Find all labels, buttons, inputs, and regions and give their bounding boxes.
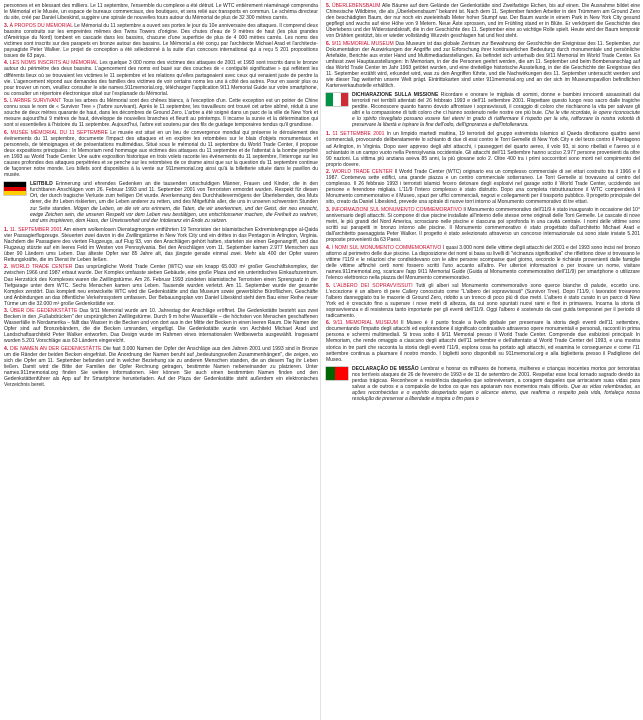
italian-mission-text: Ricordare e onorare le migliaia di uomini, donne e bambini innocenti assassinati dai terroristi nei terribili attentati del 26 febbraio 1993 e dell'11 settembre 2001. Rispettare questo luogo reso sacro dalle tragiche perdite. Riconoscere quanto hanno dovuto affrontare i sopravvissuti, il coraggio di coloro che rischiarono la vita per salvare gli altri e la compassione di tutti coloro che ci hanno sostenuto nelle nostre ore più buie. — [352, 92, 641, 117]
germany-flag-icon — [4, 182, 26, 195]
it-section-1: 1. 11 SETTEMBRE 2001 In un limpido martedì mattina, 19 terroristi del gruppo estremista islamico al Qaeda dirottarono quattro aerei commerciali, provocando deliberatamente lo schianto di due di essi contro le Torri Gemelle di New York City e del terzo contro il Pentagono ad Arlington, in Virginia. Dopo aver appreso degli altri attacchi, i passeggeri del quarto aereo, il volo 93, si sono ribellati e l'aereo si è schiantato in un campo vuoto nella Pennsylvania occidentale. Gli attacchi dell'11 Settembre hanno ucciso 2.977 persone provenienti da oltre 90 nazioni. La vittima più anziana aveva 85 anni, la più giovane solo 2. Oltre 400 tra i primi soccorritori sono morti nel compimento del proprio dovere. — [326, 131, 640, 168]
de-section-3: 3. ÜBER DIE GEDENKSTÄTTE Das 9/11 Memorial wurde am 10. Jahrestag der Anschläge eröffnet. Die Gedenkstätte besteht aus zwei Becken in den „Fußabdrücken" der ursprünglichen Zwillingstürme. Durch 9 m hohe Wasserfälle – die höchsten von Menschen geschaffenen Wasserfälle in Nordamerika – fällt das Wasser in die Becken und von dort aus in der Mitte der Becken in einen leeren Raum. Die Namen der Opfer sind auf Bronzebändern, die die Becken umranden, eingefügt. Die Gedenkstätte wurde von Architekt Michael Arad und Landschaftsarchitekt Peter Walker entworfen. Das Design wurde im Rahmen eines internationalen Wettbewerbs ausgewählt. Insgesamt wurden 5.201 Vorschläge aus 63 Ländern eingereicht. — [4, 308, 319, 345]
de-section-1: 1. 11. SEPTEMBER 2001 Am einem wolkenlosen Dienstagmorgen entführten 19 Terroristen der islamistischen Extremistengruppe al-Qaida vier Passagierflugzeuge. Steuerten zwei davon in die Zwillingstürme in New York City und ein drittes in das Pentagon in Arlington, Virginia. Nachdem die Passagiere des vierten Flugzeugs, auf Flug 93, von den Anschlägen gehört hatten, starteten sie einen Gegenangriff, und das Flugzeug stürzte auf ein leeres Feld im Westen von Pennsylvania. Bei den Anschlägen vom 11. September kamen 2.977 Menschen aus über 90 Ländern ums Leben. Das älteste Opfer war 85 Jahre alt, das jüngste gerade einmal zwei. Mehr als 400 der Opfer waren Rettungskräfte, die im Dienst ihr Leben ließen. — [4, 226, 318, 263]
german-mission-title: LEITBILD — [30, 181, 53, 188]
column-divider — [320, 0, 321, 720]
fr-section-6: 6. MUSÉE MÉMORIAL DU 11 SEPTEMBRE Le musée est situé en un lieu de convergence mondial qui préserve le déroulement des événements du 11 septembre, documente l'impact des attaques et en explore les retombées sur le blais d'objets monumentaux et personnels, de témoignages et de présentations multimédias. Situé sous le mémorial du 11 septembre du World Trade Center, il propose deux expositions principales : In Memoriam rend hommage aux victimes des attaques du 11 septembre et de l'attentat à la bombe perpétré en 1993 au World Trade Center. Une autre exposition historique en trois volets raconte les événements du 11 septembre, l'interroge sur les causes profondes des attaques perpétrées et se penche sur les retombées de ce drame ainsi que sur la question du 11 septembre continue de façonner notre monde. Les billets sont disponibles à la vente sur 911memorial.org ainsi qu'à la billetterie située dans le pavillon du musée. — [4, 129, 318, 179]
de-section-5: 5. ÜBERLEBENSBAUM Alle Bäume auf dem Gelände der Gedenkstätte sind Zweifarbige Eichen, bis auf einen. Die Ausnahme bildet eine Chinesische Wildbirne, die als „Überlebensbaum" bekannt ist. Nach dem 11. September fanden Arbeiter in den Trümmern am Ground Zero den beschädigten Baum, der nur noch ein zweieinhalb Meter hoher Stumpf war. Der Baum wurde in einem Park in New York City gesund gepflegt und wuchs auf eine Höhe von 9 Metern. Neue Äste sprossen, und im Frühling stand er in Blüte. Er verkörpert die Geschichte des Überlebens und der Widerstandskraft, die in der Geschichte des 11. September eine so wichtige Rolle spielt. Heute wird der Baum temporär von Drähten gestützt, bis er wieder vollständig Wurzeln geschlagen hat und fest steht. — [326, 3, 641, 40]
german-mission-text: Erinnerung und ehrendes Gedenken an die tausenden unschuldigen Männer, Frauen und Kinder, die in den furchtbaren Anschlägen vom 26. Februar 1993 und 11. September 2001 von Terroristen ermordet wurden. Respekt für diesen Ort, der durch tragische Verluste zum heiligen Ort wurde. Anerkennung des Durchhaltevermögens der Überlebenden, des Muts derer, die ihr Leben riskierten, um die Leben anderer zu retten, und des Mitgefühls aller, die uns in unseren schwersten Stunden zur Seite standen. — [30, 181, 318, 212]
it-section-3: 3. INFORMAZIONI SUL MONUMENTO COMMEMORATIVO Il Monumento commemorativo dell'11/9 è stato inaugurato in occasione del 10° anniversario degli attacchi. Si compone di due piscine installate all'interno delle stesse orme originali delle Torri Gemelle. Le cascate di nove metri, le più grandi del Nord America, scrosciano nelle piscine e ciascuna poi sprofonda in una cavità centrale. I nomi delle vittime sono scritti sui parapetti in bronzo intorno alle piscine. Il Monumento commemorativo è stato progettato dall'architetto Michael Arad e dall'architetto paesaggista Peter Walker. Il progetto è stato selezionato attraverso un concorso internazionale cui sono state inviate 5.201 proposte provenienti da 63 Paesi. — [326, 207, 640, 244]
portugal-flag-icon — [326, 367, 348, 380]
portuguese-mission-block — [326, 366, 640, 402]
italian-mission-block — [326, 92, 640, 128]
de-section-4: 4. DIE NAMEN AN DER GEDENKSTÄTTE Die fast 3.000 Namen der Opfer der Anschläge aus den Jahren 2001 und 1993 sind in Bronze um die Ränder der beiden Becken eingefräst. Die Anordnung der Namen beruht auf „bedeutungsvollen Zusammenhängen", die zeigen, wo sich die Opfer am 11. September befanden und in welcher Beziehung sie zu anderen Menschen standen, die an diesem Tag ihr Leben ließen. Damit wird die Bitte der Familien der Opfer Rechnung getragen, bestimmte Namen nebeneinander zu platzieren. Unter names.911memorial.org finden Sie weitere Informationen. Hier können Sie auch einen bestimmten Namen finden und den Gedenkstättenführer als App auf Ihr Smartphone herunterladen. Auf der Plaza der Gedenkstätte steht außerdem ein elektronisches Verzeichnis bereit. — [4, 346, 319, 389]
portuguese-mission-italic: Que as vidas relembradas, as ações reconhecidas e o espírito despertado sejam o alicerce eterno, que reafirma o respeito pela vida, fortaleça nossa resolução de preservar a liberdade e inspira o fim para o — [352, 383, 640, 402]
right-column — [326, 3, 640, 405]
it-section-5: 5. L'ALBERO DEI SOPRAVVISSUTI Tutti gli alberi sul Monumento commemorativo sono querce bianche di palude, eccetto uno. L'eccezione è un albero di pere Callery conosciuto come "L'albero dei sopravvissuti" (Survivor Tree). Dopo l'11/9, i lavoratori trovarono l'albero danneggiato tra le macerie di Ground Zero, ridotto a un tronco di poco più di due metri. L'albero è stato curato in un parco di New York ed è cresciuto fino a superare i nove metri di altezza, da cui sono spuntati nuovi rami e fiori in primavera. Incarna la storia di sopravvivenza e di resistenza tanto importante per gli eventi dell'11/9. Oggi l'albero è sostenuto da cavi guida temporanei per il periodo di radicamento. — [326, 282, 640, 319]
it-section-2: 2. WORLD TRADE CENTER Il World Trade Center (WTC) originario era un complesso commerciale di sei ettari costruito tra il 1966 e il 1987. Conteneva sette edifici, una grande piazza e un centro commerciale sotterraneo. Le Torri Gemelle si trovavano al centro del complesso. Il 26 febbraio 1993 i terroristi islamici fecero detonare degli esplosivi nel garage sotto il World Trade Center, uccidendo sei persone e ferendone migliaia. L'11/9 l'intero complesso è stato distrutto. Dopo una completa ristrutturazione il WTC comprenderà il Monumento commemorativo e il Museo, spazi per uffici commerciali, negozi e collegamenti per il trasporto pubblico. Il progetto principale del sito, creato da Daniel Libeskind, prevede una spirale di nuove torri intorno al Monumento commemorativo di tre ettari. — [326, 169, 640, 206]
left-column — [4, 3, 318, 390]
italian-mission-title: DICHIARAZIONE SULLA MISSIONE — [352, 92, 439, 99]
fr-section-4: 4. LES NOMS INSCRITS AU MÉMORIAL Les quelque 3 000 noms des victimes des attaques de 2001 et 1993 sont inscrits dans le bronze autour du périmètre des deux bassins. L'agencement des noms est basé sur des couches de « contiguïté significative » qui reflètent les différents lieux où se trouvaient les victimes le 11 septembre et les relations qu'elles partageaient avec ceux qui venaient juste de perdre la vie. L'agencement répond aux demandes des familles des victimes de voir certains noms les uns à côté des autres. Pour en savoir plus ou pour trouver un nom, veuillez consulter le site names.911memorial.org, télécharger l'application 9/11 Memorial Guide sur votre smartphone, ou consulter un répertoire électronique situé sur l'esplanade du Mémorial. — [4, 60, 319, 97]
portuguese-mission-title: DECLARAÇÃO DE MISSÃO — [352, 365, 419, 372]
french-intro: personnes et en blessant des milliers. Le 11 septembre, l'ensemble du complexe a été détruit. Le WTC entièrement réaménagé comprendra le Mémorial et le Musée, un espace de bureaux commerciaux, des boutiques, et sera relié aux transports en commun. Le schéma directeur du site, créé par Daniel Libeskind, suggère une spirale de nouvelles tours autour du Mémorial de plus de 32 300 mètres carrés. — [4, 3, 318, 22]
fr-section-3: 3. À PROPOS DU MÉMORIAL Le Mémorial du 11 septembre a ouvert ses portes le jour du 10e anniversaire des attaques. Il comprend deux bassins construits sur les empreintes mêmes des Twins Towers d'origine. Des chutes d'eau de 9 mètres de haut (les plus grandes d'Amérique du Nord) tombent en cascade dans les bassins, chacune d'une superficie de plus de 4 000 mètres carrés. Les noms des victimes sont inscrits sur des parapets en bronze autour des bassins. Le Mémorial a été conçu par l'architecte Michael Arad et l'architecte-paysagiste Peter Walker. Le projet de conception a été sélectionné à la suite d'un concours international qui a reçu 5 201 propositions issues de 63 pays. — [4, 22, 318, 59]
german-mission-block — [4, 181, 318, 223]
de-section-2: 2. WORLD TRADE CENTER Das ursprüngliche World Trade Center (WTC) war ein knapp 65.000 m² großer Geschäftskomplex, der zwischen 1966 und 1987 erbaut wurde. Der Komplex umfasste sieben Gebäude, eine große Plaza und ein unterirdisches Einkaufszentrum. Das Herzstück des Komplexes waren die Zwillingstürme. Am 26. Februar 1993 zündeten islamistische Terroristen einen Sprengsatz in der Tiefgarage unter dem WTC. Sechs Menschen kamen ums Leben. Tausende wurden verletzt. Am 11. September wurde der gesamte Komplex zerstört. Das komplett neu entwickelte WTC wird die Gedenkstätte und das Museum sowie gewerbliche Büroflächen, Geschäfte und Anbindungen an das öffentliche Verkehrssystem umfassen. Der Bebauungsplan von Daniel Libeskind sieht dem Bau einer Reihe neuer Türme um die 32.000 m² große Gedenkstätte vor. — [4, 264, 319, 307]
de-section-6: 6. 9/11 MEMORIAL MUSEUM Das Museum ist das globale Zentrum zur Bewahrung der Geschichte der Ereignisse des 11. September, zur Dokumentation der Auswirkungen der Angriffe und zur Erforschung ihrer kontinuierlichen Bedeutung durch monumentale und persönliche Artefakte, Berichte aus erster Hand und Multimediadarstellungen. Es befindet sich unterhalb des 9/11 Memorial im World Trade Center. Es umfasst zwei Hauptausstellungen: In Memoriam, in der die Personen geehrt werden, die am 11. September und beim Bombenanschlag auf das World Trade Center im Jahr 1993 getötet wurden, und eine dreiteilige historische Ausstellung, in der die Geschichte der Ereignisse des 11. September erzählt wird, erkundet wird, was zu den Angriffen führte, und die Nachwirkungen des 11. September untersucht werden und wie dieser Tag weiterhin unsere Welt prägt. Eintrittskarten sind unter 911memorial.org und an der sich im Museumspavillon befindlichen Kartenverkaufsstelle erhältlich. — [326, 40, 641, 90]
it-section-6: 6. 9/11 MEMORIAL MUSEUM Il Museo è il punto focale a livello globale per preservare la storia degli eventi dell'11 settembre, documentando l'impatto degli attacchi ed esplorandone il significato continuativo attraverso opere monumentali e personali, racconti in prima persona e schermi multimediali. Si trova sotto il 9/11 Memorial presso il World Trade Center. Comprende due esibizioni principali: In Memoriam, che rende omaggio a ciascuno degli attacchi dell'11 settembre e dell'attentato al World Trade Center del 1993, e una mostra storica in tre parti che racconta la storia degli eventi l'11/9, esplora cosa ha portato agli attacchi, ed esamina le conseguenze e come l'11 settembre continua a plasmare il nostro mondo. I biglietti sono disponibili su 911memorial.org e alla biglietteria presso il Padiglione del Museo. — [326, 320, 640, 363]
fr-section-5: 5. L'ARBRE SURVIVANT Tous les arbres du Mémorial sont des chênes blancs, à l'exception d'un. Cette exception est un poirier de Chine connu sous le nom de « Survivor Tree » (l'arbre survivant). Après le 11 septembre, les travailleurs ont trouvé cet arbre abîmé, réduit à une souche de deux mètres quarante de haut, dans les décombres de Ground Zero. L'arbre a été soigné dans un parc de la ville de New York et mesure aujourd'hui 9 mètres de haut, développe de nouvelles branches et fleurit au printemps. Il incarne la survie et la détermination qui sont si essentielles à l'histoire du 11 septembre. Aujourd'hui, l'arbre est soutenu par des fils de guidage temporaires tendus qu'il grandisse. — [4, 98, 319, 129]
it-section-4: 4. I NOMI SUL MONUMENTO COMMEMORATIVO I quasi 3.000 nomi delle vittime degli attacchi del 2001 e del 1993 sono incisi nel bronzo attorno al perimetro delle due piscine. La disposizione dei nomi si basa su livelli di "vicinanza significativa" che riflettono dove si trovavano le vittime l'11/9 e le relazioni che condividevano con le altre persone scomparse quel giorno, secondo le richieste provenienti dalle famiglie delle vittime affinché certi nomi fossero scritti l'uno accanto all'altro. Per ulteriori informazioni o per trovare un nome, visitare names.911memorial.org, scaricare l'app 9/11 Memorial Guide (Guida al Monumento commemorativo dell'11/9) per smartphone o utilizzare l'elenco elettronico nella piazza del Monumento commemorativo. — [326, 244, 641, 282]
german-mission-italic: Mögen die Leben, an die wir uns erinnern, die Taten, die wir anerkennen, und der Geist, der neu erwacht, ewige Zeichen sein, die unseren Respekt vor dem Leben neu bestätigen, uns entschlossener machen, die Freiheit zu wahren, und uns inspirieren, dem Hass, der Unwissenheit und der Intoleranz ein Ende zu setzen. — [30, 205, 318, 224]
italy-flag-icon — [326, 93, 348, 106]
italian-mission-italic: Che le vite ricordate, le opere riconosciute e lo spirito risvegliato possano essere fari eterni in grado di riaffermare il rispetto per la vita, rafforzare la nostra volontà di preservare la libertà e ispirare la fine dell'odio, dell'ignoranza e dell'intolleranza. — [352, 110, 640, 129]
portuguese-mission-text: Lembrar e honrar os milhares de homens, mulheres e crianças inocentes mortos por terroristas nos terríveis ataques de 26 de fevereiro de 1993 e de 11 de setembro de 2001. Respeitar esse local tornado sagrado devido às perdas trágicas. Reconhecer a resistência daqueles que sobreviveram, a coragem daqueles que arriscaram suas vidas para salvar a de outros e a compaixão de todos os que nos apoiaram nos momentos mais difíceis. — [352, 365, 640, 390]
